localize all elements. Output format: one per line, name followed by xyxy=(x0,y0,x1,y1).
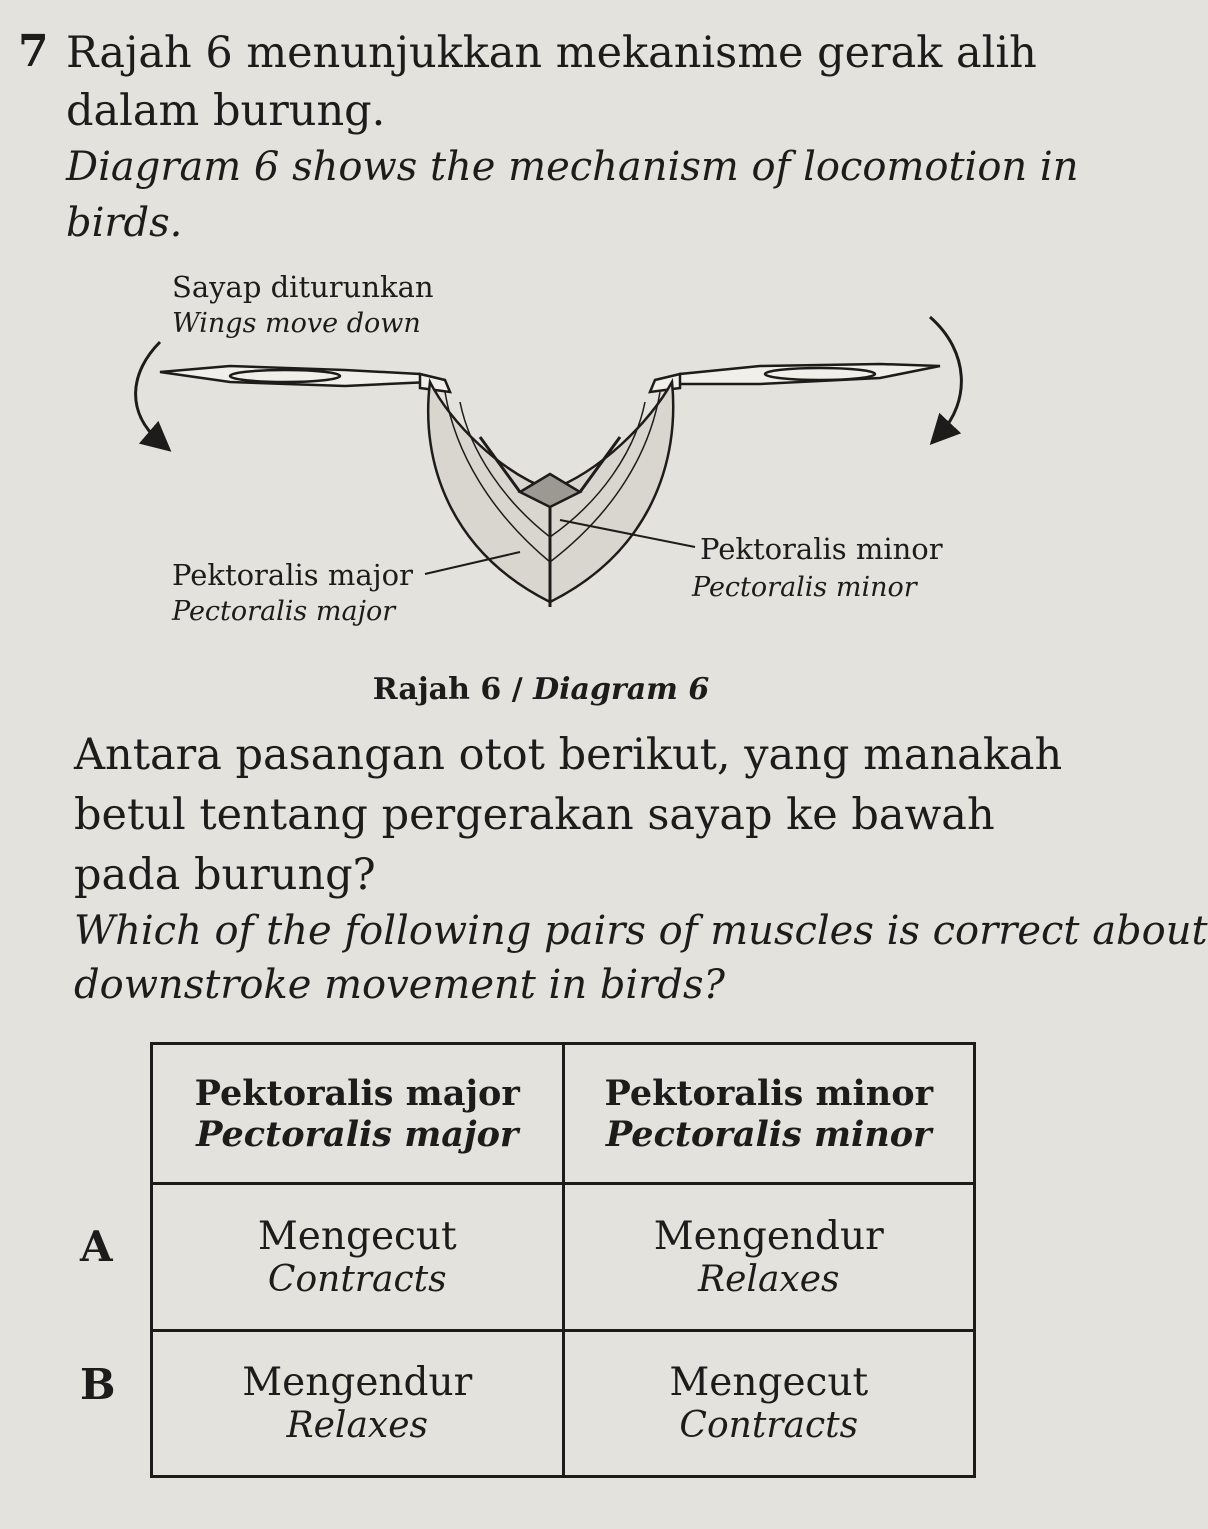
options-table xyxy=(150,1042,976,1478)
keel-and-muscles xyxy=(428,382,673,607)
header-pectoralis-major xyxy=(152,1044,564,1184)
question-number: 7 xyxy=(18,26,49,77)
bird-flight-muscle-diagram xyxy=(120,262,1000,692)
label-pectoralis-major-en: Pectoralis major xyxy=(172,596,396,627)
prompt-ms-line-3: pada burung? xyxy=(74,850,376,900)
option-a-minor-ms: Mengendur xyxy=(653,1214,884,1260)
option-a-major-cell xyxy=(152,1184,564,1330)
header-major-ms: Pektoralis major xyxy=(194,1072,520,1114)
prompt-ms-line-2: betul tentang pergerakan sayap ke bawah xyxy=(74,790,995,840)
right-down-arrow xyxy=(930,317,961,434)
option-b-minor-ms: Mengecut xyxy=(669,1360,869,1406)
option-b-letter[interactable]: B xyxy=(80,1360,116,1409)
label-pectoralis-major-ms: Pektoralis major xyxy=(172,558,413,592)
header-major-en: Pectoralis major xyxy=(196,1113,519,1155)
prompt-ms-line-1: Antara pasangan otot berikut, yang manakah xyxy=(74,730,1063,780)
option-a-major-en: Contracts xyxy=(267,1259,447,1301)
header-minor-en: Pectoralis minor xyxy=(605,1113,932,1155)
left-wing-bones xyxy=(160,366,450,392)
right-wing-bones xyxy=(650,364,940,392)
prompt-en-line-1: Which of the following pairs of muscles is correct about xyxy=(74,908,1208,954)
option-a-major-ms: Mengecut xyxy=(257,1214,457,1260)
prompt-en-line-2: downstroke movement in birds? xyxy=(74,962,725,1008)
option-b-minor-en: Contracts xyxy=(679,1405,859,1447)
label-wings-down-en: Wings move down xyxy=(172,308,421,339)
table-header-row xyxy=(152,1044,975,1184)
option-a-minor-cell xyxy=(563,1184,975,1330)
label-pectoralis-minor-ms: Pektoralis minor xyxy=(700,532,943,566)
stem-ms-line-1: Rajah 6 menunjukkan mekanisme gerak alih xyxy=(66,28,1037,78)
option-a-letter[interactable]: A xyxy=(80,1222,113,1271)
stem-en-line-1: Diagram 6 shows the mechanism of locomotion in xyxy=(66,144,1079,190)
option-b-major-cell xyxy=(152,1330,564,1476)
option-a-minor-en: Relaxes xyxy=(698,1259,840,1301)
diagram-caption xyxy=(0,672,1082,707)
label-wings-down-ms: Sayap diturunkan xyxy=(172,270,434,304)
option-b-major-ms: Mengendur xyxy=(242,1360,473,1406)
stem-en-line-2: birds. xyxy=(66,200,183,246)
option-a-row[interactable] xyxy=(152,1184,975,1330)
option-b-row[interactable] xyxy=(152,1330,975,1476)
label-pectoralis-minor-en: Pectoralis minor xyxy=(692,572,917,603)
header-minor-ms: Pektoralis minor xyxy=(604,1072,934,1114)
option-b-minor-cell xyxy=(563,1330,975,1476)
caption-en: Diagram 6 xyxy=(533,672,710,707)
caption-ms: Rajah 6 / xyxy=(372,672,534,707)
option-b-major-en: Relaxes xyxy=(286,1405,428,1447)
left-down-arrow xyxy=(136,342,160,442)
header-pectoralis-minor xyxy=(563,1044,975,1184)
stem-ms-line-2: dalam burung. xyxy=(66,86,386,136)
